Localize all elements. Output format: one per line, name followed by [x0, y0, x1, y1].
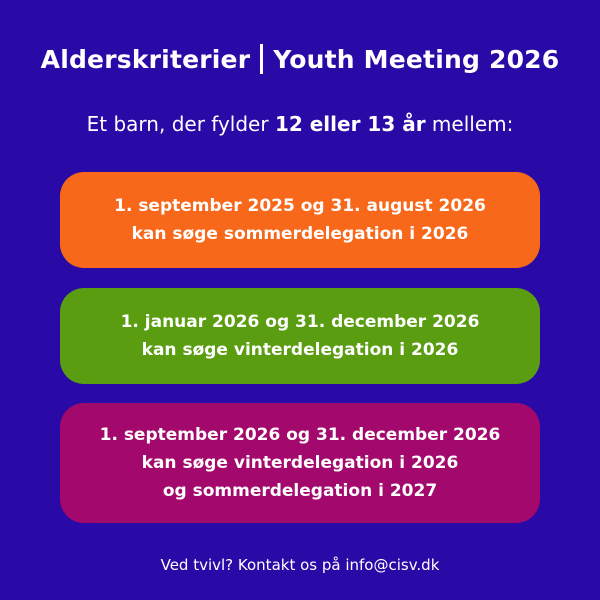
- card-line: kan søge sommerdelegation i 2026: [131, 224, 469, 244]
- page-title: [0, 44, 600, 74]
- card-line: 1. september 2025 og 31. august 2026: [114, 196, 486, 216]
- intro-text: [0, 112, 600, 136]
- card-line: kan søge vinterdelegation i 2026: [141, 453, 459, 473]
- winter-and-summer-delegation-card: [60, 403, 540, 523]
- winter-delegation-card: [60, 288, 540, 384]
- intro-highlight: 12 eller 13 år: [274, 112, 426, 136]
- title-divider: [260, 44, 263, 74]
- card-line: 1. september 2026 og 31. december 2026: [99, 425, 501, 445]
- intro-prefix: Et barn, der fylder: [86, 112, 275, 136]
- title-left: Alderskriterier: [40, 45, 251, 74]
- card-line: og sommerdelegation i 2027: [162, 481, 438, 501]
- summer-delegation-card: [60, 172, 540, 268]
- card-line: kan søge vinterdelegation i 2026: [141, 340, 459, 360]
- intro-suffix: mellem:: [425, 112, 514, 136]
- title-right: Youth Meeting 2026: [273, 45, 560, 74]
- contact-footer: Ved tvivl? Kontakt os på info@cisv.dk: [160, 556, 440, 574]
- card-line: 1. januar 2026 og 31. december 2026: [120, 312, 480, 332]
